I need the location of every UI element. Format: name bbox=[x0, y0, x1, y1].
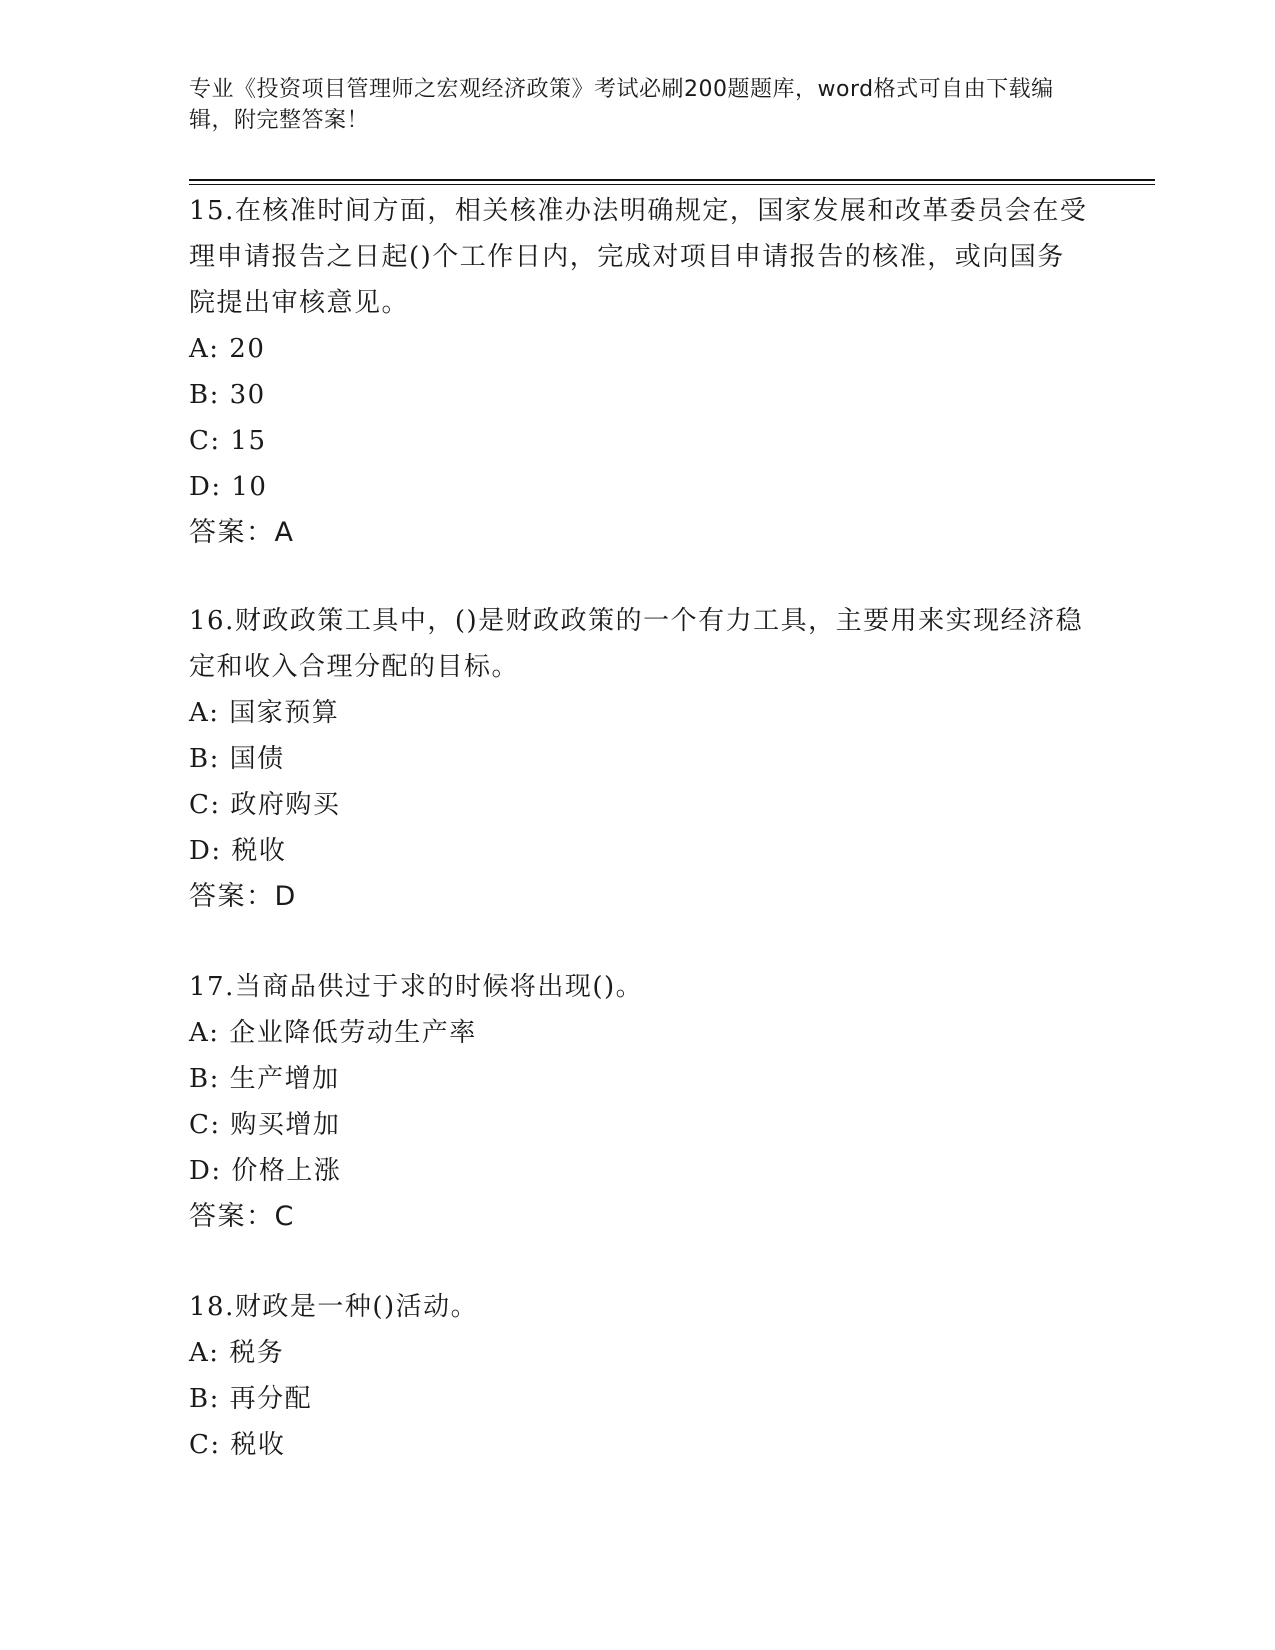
option-c: C: 15 bbox=[189, 426, 267, 456]
option-a: A: 20 bbox=[189, 334, 266, 364]
option-d: D: 10 bbox=[189, 472, 268, 502]
question-17 bbox=[189, 964, 1089, 1240]
answer: 答案：D bbox=[189, 881, 297, 912]
option-b: B: 生产增加 bbox=[189, 1064, 340, 1094]
header-divider-thin bbox=[189, 184, 1155, 185]
option-d: D: 价格上涨 bbox=[189, 1156, 342, 1186]
option-b: B: 30 bbox=[189, 380, 266, 410]
option-b: B: 再分配 bbox=[189, 1384, 313, 1414]
question-16 bbox=[189, 598, 1089, 920]
question-stem: 16.财政政策工具中，()是财政政策的一个有力工具，主要用来实现经济稳定和收入合理分配的目标。 bbox=[189, 606, 1084, 682]
document-header: 专业《投资项目管理师之宏观经济政策》考试必刷200题题库，word格式可自由下载编辑，附完整答案！ bbox=[189, 77, 1054, 133]
answer: 答案：C bbox=[189, 1201, 295, 1232]
option-b: B: 国债 bbox=[189, 744, 285, 774]
option-a: A: 税务 bbox=[189, 1338, 285, 1368]
option-d: D: 税收 bbox=[189, 836, 287, 866]
question-15 bbox=[189, 188, 1089, 556]
question-stem: 18.财政是一种()活动。 bbox=[189, 1292, 479, 1322]
question-stem: 15.在核准时间方面，相关核准办法明确规定，国家发展和改革委员会在受理申请报告之日起()个工作日内，完成对项目申请报告的核准，或向国务院提出审核意见。 bbox=[189, 196, 1088, 318]
option-a: A: 企业降低劳动生产率 bbox=[189, 1018, 477, 1048]
option-c: C: 政府购买 bbox=[189, 790, 341, 820]
header-divider-thick bbox=[189, 179, 1155, 181]
option-c: C: 购买增加 bbox=[189, 1110, 341, 1140]
answer: 答案：A bbox=[189, 517, 295, 548]
question-stem: 17.当商品供过于求的时候将出现()。 bbox=[189, 972, 644, 1002]
option-c: C: 税收 bbox=[189, 1430, 286, 1460]
option-a: A: 国家预算 bbox=[189, 698, 340, 728]
question-18 bbox=[189, 1284, 1089, 1468]
